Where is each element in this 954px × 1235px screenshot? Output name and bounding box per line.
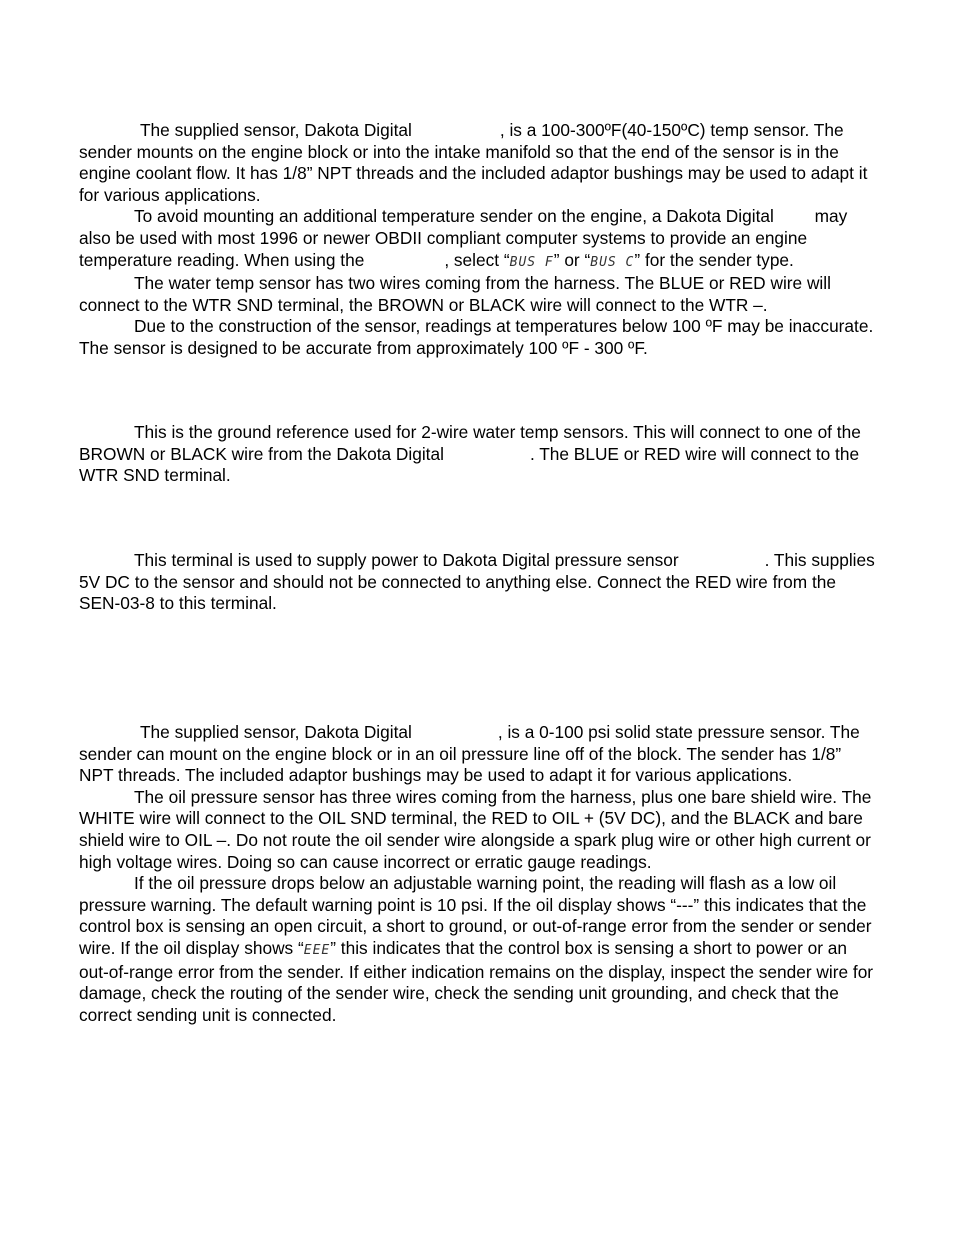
- water-temp-paragraph-4: Due to the construction of the sensor, readings at temperatures below 100 ºF may be inaccurate. The sensor is designed to be accurate from approximately 100 ºF - 300 ºF.: [79, 316, 874, 358]
- water-temp-paragraph-3: The water temp sensor has two wires coming from the harness. The BLUE or RED wire will connect to the WTR SND terminal, the BROWN or BLACK wire will connect to the WTR –.: [79, 273, 831, 315]
- lcd-eee-text: EEE: [303, 942, 331, 958]
- oil-pressure-section: [79, 722, 879, 1026]
- oil-pressure-paragraph-2: The oil pressure sensor has three wires coming from the harness, plus one bare shield wire. The WHITE wire will connect to the OIL SND terminal, the RED to OIL + (5V DC), and the BLACK and bare shield wire to OIL –. Do not route the oil sender wire alongside a spark plug wire or other high current or high voltage wires. Doing so can cause incorrect or erratic gauge readings.: [79, 786, 872, 872]
- water-temp-paragraph-1: The supplied sensor, Dakota Digital , is a 100-300ºF(40-150ºC) temp sensor. The sender mounts on the engine block or into the intake manifold so that the end of the sensor is in the engine coolant flow. It has 1/8” NPT threads and the included adaptor bushings may be used to adapt it for various applications.: [79, 120, 868, 205]
- water-temp-section: [79, 120, 879, 360]
- oil-power-section: [79, 550, 879, 615]
- water-temp-paragraph-2: To avoid mounting an additional temperature sender on the engine, a Dakota Digital may also be used with most 1996 or newer OBDII compliant computer systems to provide an engine temperature reading. When using the , select “BUS F” or “BUS C” for the sender type.: [79, 206, 848, 270]
- wtr-ground-section: [79, 422, 879, 487]
- oil-pressure-paragraph-3: If the oil pressure drops below an adjustable warning point, the reading will flash as a low oil pressure warning. The default warning point is 10 psi. If the oil display shows “---” this indicates that the control box is sensing an open circuit, a short to ground, or out-of-range error from the sender or sender wire. If the oil display shows “EEE” this indicates that the control box is sensing a short to power or an out-of-range error from the sender. If either indication remains on the display, inspect the sender wire for damage, check the routing of the sender wire, check the sending unit grounding, and check that the correct sending unit is connected.: [79, 873, 874, 1025]
- oil-power-paragraph: This terminal is used to supply power to Dakota Digital pressure sensor . This supplies 5V DC to the sensor and should not be connected to anything else. Connect the RED wire from the SEN-03-8 to this terminal.: [79, 550, 875, 614]
- wtr-ground-paragraph: This is the ground reference used for 2-wire water temp sensors. This will connect to one of the BROWN or BLACK wire from the Dakota Digital . The BLUE or RED wire will connect to the WTR SND terminal.: [79, 422, 861, 486]
- oil-pressure-paragraph-1: The supplied sensor, Dakota Digital , is a 0-100 psi solid state pressure sensor. The sender can mount on the engine block or in an oil pressure line off of the block. The sender has 1/8” NPT threads. The included adaptor bushings may be used to adapt it for various applications.: [79, 722, 860, 786]
- lcd-bus-f-text: BUS F: [509, 254, 554, 270]
- lcd-bus-c-text: BUS C: [590, 254, 635, 270]
